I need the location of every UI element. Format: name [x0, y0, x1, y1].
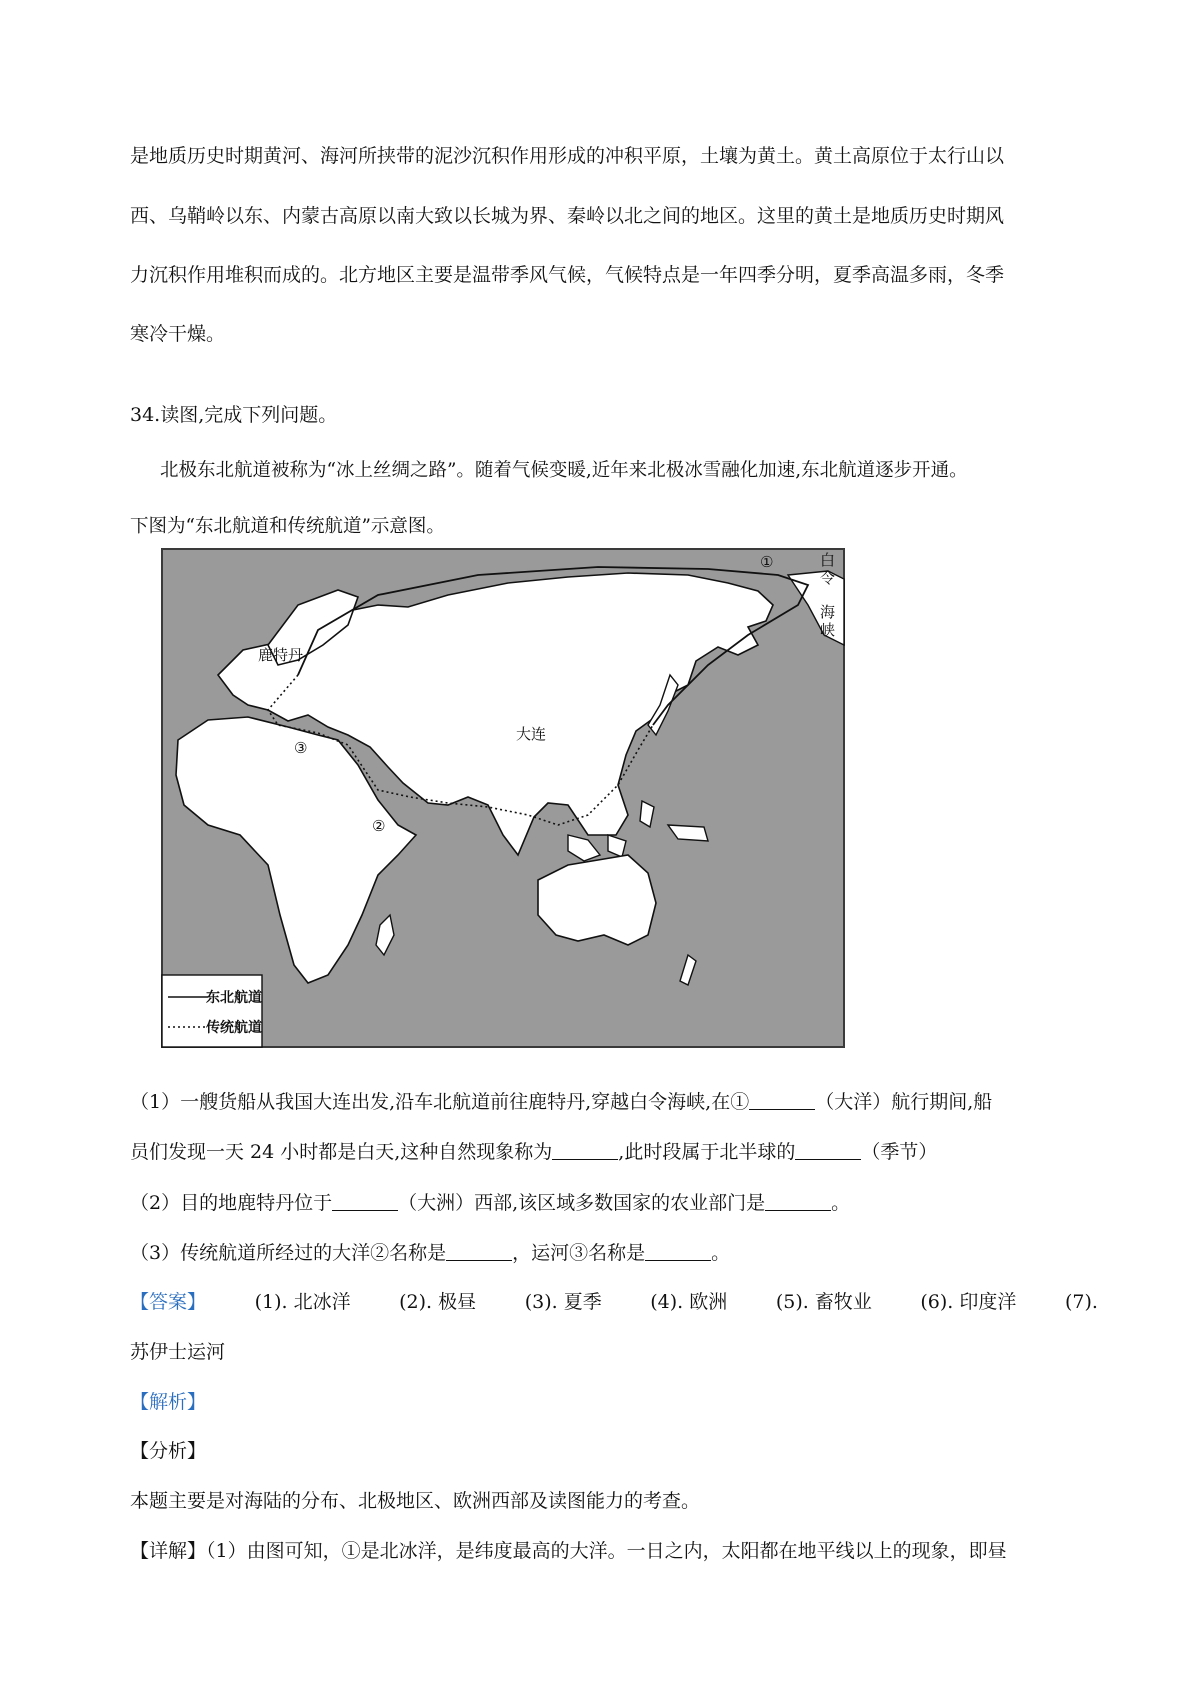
blank-7 [645, 1242, 711, 1261]
legend-traditional-route: 传统航道 [206, 1020, 262, 1036]
map-legend [162, 975, 262, 1047]
marker-2: ② [372, 817, 386, 835]
question-title: 34.读图,完成下列问题。 [130, 404, 338, 426]
detail-line [130, 1539, 1007, 1563]
label-rotterdam: 鹿特丹 [258, 646, 304, 664]
blank-4 [332, 1192, 398, 1211]
label-bering-4: 峡 [820, 621, 836, 639]
q3-text-c: 。 [711, 1242, 731, 1264]
detail-tag: 【详解】 [130, 1540, 207, 1562]
blank-5 [765, 1192, 831, 1211]
q2-line [130, 1191, 850, 1215]
answer-item-6: (6). 印度洋 [920, 1291, 1017, 1313]
q2-text-b: （大洲）西部,该区域多数国家的农业部门是 [398, 1192, 766, 1214]
answer-item-7: (7). [1064, 1291, 1098, 1313]
route-map [148, 535, 860, 1055]
q1-line2-text-a: 员们发现一天 24 小时都是白天,这种自然现象称为 [130, 1141, 553, 1163]
answer-item-5: (5). 畜牧业 [775, 1291, 872, 1313]
intro-line-1: 是地质历史时期黄河、海河所挟带的泥沙沉积作用形成的冲积平原，土壤为黄土。黄土高原位于太行山以 [130, 145, 1005, 167]
intro-line-3: 力沉积作用堆积而成的。北方地区主要是温带季风气候，气候特点是一年四季分明，夏季高温多雨，冬季 [130, 264, 1005, 286]
q3-text-b: ，运河③名称是 [512, 1242, 646, 1264]
blank-3 [795, 1141, 861, 1160]
label-bering-2: 令 [820, 569, 836, 587]
blank-2 [552, 1141, 618, 1160]
answer-tag: 【答案】 [130, 1291, 207, 1313]
fenxi-tag: 【分析】 [130, 1440, 207, 1462]
legend-northeast-route: 东北航道 [206, 990, 262, 1006]
blank-1 [749, 1091, 815, 1110]
question-stem-line-2: 下图为“东北航道和传统航道”示意图。 [130, 516, 445, 537]
marker-3: ③ [294, 739, 308, 757]
label-bering-3: 海 [820, 603, 836, 621]
q2-text-c: 。 [831, 1192, 851, 1214]
analysis-tag: 【解析】 [130, 1391, 207, 1413]
intro-line-2: 西、乌鞘岭以东、内蒙古高原以南大致以长城为界、秦岭以北之间的地区。这里的黄土是地质历史时期风 [130, 205, 1005, 227]
q1-line1-text-a: （1）一艘货船从我国大连出发,沿车北航道前往鹿特丹,穿越白令海峡,在① [130, 1091, 750, 1113]
answer-item-3: (3). 夏季 [524, 1291, 602, 1313]
question-stem-line-1: 北极东北航道被称为“冰上丝绸之路”。随着气候变暖,近年来北极冰雪融化加速,东北航道逐步开通。 [160, 460, 968, 481]
q1-line-2 [130, 1140, 937, 1164]
answer-continuation: 苏伊士运河 [130, 1341, 226, 1363]
marker-1: ① [760, 553, 774, 571]
q3-text-a: （3）传统航道所经过的大洋②名称是 [130, 1242, 447, 1264]
answer-item-4: (4). 欧洲 [650, 1291, 728, 1313]
answer-item-1: (1). 北冰洋 [254, 1291, 351, 1313]
q1-line2-text-c: （季节） [861, 1141, 938, 1163]
q1-line-1 [130, 1090, 992, 1114]
q3-line [130, 1241, 730, 1265]
q2-text-a: （2）目的地鹿特丹位于 [130, 1192, 333, 1214]
intro-line-4: 寒冷干燥。 [130, 323, 226, 345]
fenxi-text: 本题主要是对海陆的分布、北极地区、欧洲西部及读图能力的考查。 [130, 1490, 701, 1512]
answer-item-2: (2). 极昼 [399, 1291, 477, 1313]
label-bering-1: 白 [820, 551, 836, 569]
label-dalian: 大连 [516, 725, 547, 743]
q1-line1-text-b: （大洋）航行期间,船 [815, 1091, 993, 1113]
q1-line2-text-b: ,此时段属于北半球的 [618, 1141, 796, 1163]
answer-line [130, 1290, 1098, 1314]
blank-6 [446, 1242, 512, 1261]
detail-text: （1）由图可知，①是北冰洋，是纬度最高的大洋。一日之内，太阳都在地平线以上的现象，即昼 [206, 1540, 1007, 1562]
